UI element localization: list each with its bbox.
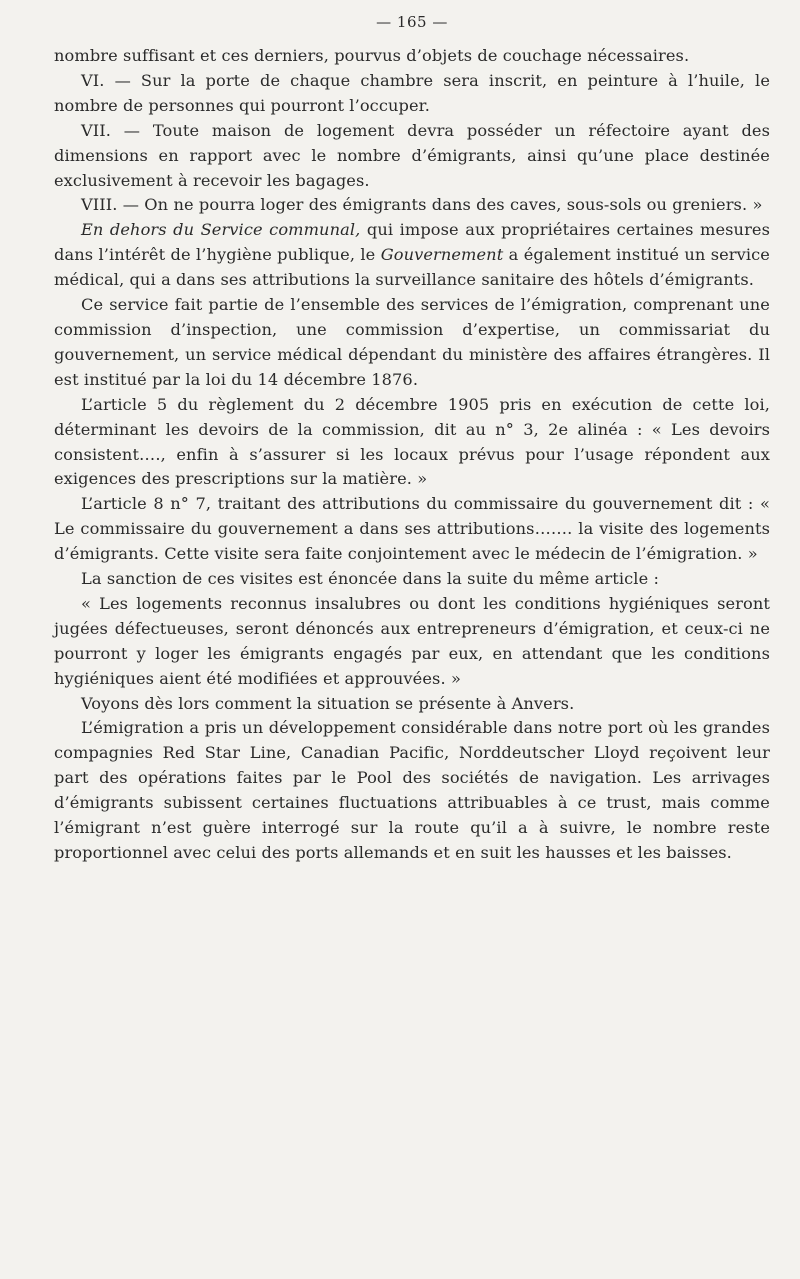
text-segment: qui impose aux propriétaires certaines mesures dans l’intérêt de l’hygiène publique, le (54, 220, 770, 265)
italic-service-communal: En dehors du Service communal, (81, 220, 361, 240)
paragraph-1: nombre suffisant et ces derniers, pourvus d’objets de couchage nécessaires. (54, 46, 690, 65)
paragraph-service-medical (54, 218, 770, 293)
paragraph-services-emigration: Ce service fait partie de l’ensemble des services de l’émigration, comprenant une commission d’inspection, une commission d’expertise, un commissariat du gouvernement, un service médical dépendant du ministère des affaires étrangères. Il est institué par la loi du 14 décembre 1876. (54, 295, 770, 389)
paragraph-logements-insalubres: « Les logements reconnus insalubres ou dont les conditions hygiéniques seront jugées défectueuses, seront dénoncés aux entrepreneurs d’émigration, et ceux-ci ne pourront y loger les émigrants engagés par eux, en attendant que les conditions hygiéniques aient été modifiées et approuvées. » (54, 593, 770, 688)
body-text (54, 44, 770, 866)
text-segment-end: a également institué un service médical, qui a dans ses attributions la surveillance sanitaire des hôtels d’émigrants. (54, 245, 770, 290)
paragraph-emigration-port: L’émigration a pris un développement considérable dans notre port où les grandes compagnies Red Star Line, Canadian Pacific, Norddeutscher Lloyd reçoivent leur part des opérations faites par le Pool des sociétés de navigation. Les arrivages d’émigrants subissent certaines fluctuations attribuables à ce trust, mais comme l’émigrant n’est guère interrogé sur la route qu’il a à suivre, le nombre reste proportionnel avec celui des ports allemands et en suit les hausses et les baisses. (54, 718, 770, 862)
document-page (54, 0, 770, 1279)
italic-gouvernement: Gouvernement (380, 245, 504, 265)
paragraph-article-8: L’article 8 n° 7, traitant des attributions du commissaire du gouvernement dit : « Le commissaire du gouvernement a dans ses attributions……. la visite des logements d’émigrants. Cette visite sera faite conjointement avec le médecin de l’émigration. » (54, 494, 770, 564)
paragraph-sanction: La sanction de ces visites est énoncée dans la suite du même article : (81, 569, 660, 589)
page-number: — 165 — (376, 13, 448, 31)
paragraph-article-vii: VII. — Toute maison de logement devra posséder un réfectoire ayant des dimensions en rapport avec le nombre d’émigrants, ainsi qu’une place destinée exclusivement à recevoir les bagages. (54, 120, 770, 190)
paragraph-anvers: Voyons dès lors comment la situation se présente à Anvers. (81, 693, 575, 713)
paragraph-article-vi: VI. — Sur la porte de chaque chambre sera inscrit, en peinture à l’huile, le nombre de personnes qui pourront l’occuper. (54, 70, 770, 115)
paragraph-article-5: L’article 5 du règlement du 2 décembre 1905 pris en exécution de cette loi, déterminant les devoirs de la commission, dit au n° 3, 2e alinéa : « Les devoirs consistent…., enfin à s’assurer si les locaux prévus pour l’usage répondent aux exigences des prescriptions sur la matière. » (54, 394, 770, 489)
paragraph-article-viii: VIII. — On ne pourra loger des émigrants dans des caves, sous-sols ou greniers. » (81, 195, 763, 215)
